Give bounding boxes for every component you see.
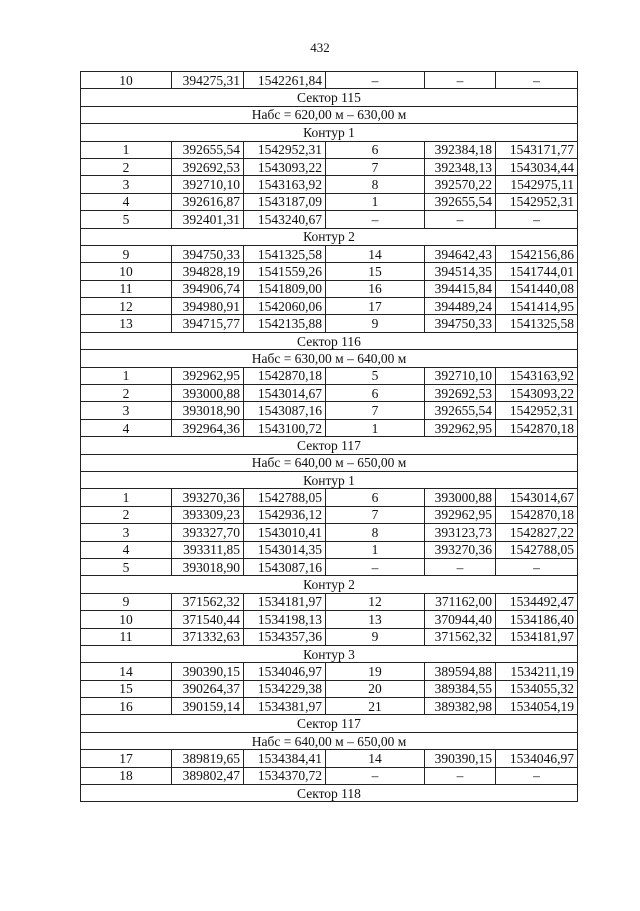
y-coordinate: 1543034,44 xyxy=(496,158,578,175)
y-coordinate: 1543171,77 xyxy=(496,141,578,158)
y-coordinate: 1541325,58 xyxy=(244,245,326,262)
x-coordinate: 394980,91 xyxy=(172,298,244,315)
x-coordinate: 390390,15 xyxy=(172,663,244,680)
y-coordinate: – xyxy=(496,767,578,784)
point-number: – xyxy=(326,558,425,575)
section-heading: Контур 1 xyxy=(81,124,578,141)
section-heading-row xyxy=(81,576,578,593)
x-coordinate: 371332,63 xyxy=(172,628,244,645)
table-row xyxy=(81,524,578,541)
point-number: 20 xyxy=(326,680,425,697)
x-coordinate: 393311,85 xyxy=(172,541,244,558)
table-row xyxy=(81,245,578,262)
point-number: 16 xyxy=(81,698,172,715)
x-coordinate: 393000,88 xyxy=(172,385,244,402)
table-row xyxy=(81,211,578,228)
point-number: 10 xyxy=(81,263,172,280)
table-row xyxy=(81,558,578,575)
point-number: 4 xyxy=(81,419,172,436)
x-coordinate: 393270,36 xyxy=(172,489,244,506)
x-coordinate: 392570,22 xyxy=(425,176,496,193)
section-heading-row xyxy=(81,437,578,454)
point-number: 5 xyxy=(81,211,172,228)
section-heading-row xyxy=(81,350,578,367)
section-heading-row xyxy=(81,715,578,732)
y-coordinate: 1534181,97 xyxy=(496,628,578,645)
table-row xyxy=(81,193,578,210)
y-coordinate: 1543014,67 xyxy=(244,385,326,402)
y-coordinate: 1534186,40 xyxy=(496,611,578,628)
table-row xyxy=(81,176,578,193)
x-coordinate: 393000,88 xyxy=(425,489,496,506)
x-coordinate: 371562,32 xyxy=(425,628,496,645)
table-row xyxy=(81,541,578,558)
point-number: 15 xyxy=(81,680,172,697)
point-number: 11 xyxy=(81,628,172,645)
point-number: 1 xyxy=(326,419,425,436)
table-row xyxy=(81,158,578,175)
x-coordinate: 392710,10 xyxy=(172,176,244,193)
x-coordinate: 394750,33 xyxy=(425,315,496,332)
y-coordinate: 1534384,41 xyxy=(244,750,326,767)
y-coordinate: 1534381,97 xyxy=(244,698,326,715)
y-coordinate: 1543163,92 xyxy=(496,367,578,384)
point-number: 10 xyxy=(81,611,172,628)
point-number: 14 xyxy=(81,663,172,680)
section-heading-row xyxy=(81,732,578,749)
y-coordinate: 1534370,72 xyxy=(244,767,326,784)
x-coordinate: 393327,70 xyxy=(172,524,244,541)
y-coordinate: 1543014,67 xyxy=(496,489,578,506)
y-coordinate: – xyxy=(496,558,578,575)
y-coordinate: 1542975,11 xyxy=(496,176,578,193)
x-coordinate: 393270,36 xyxy=(425,541,496,558)
y-coordinate: 1543087,16 xyxy=(244,402,326,419)
section-heading-row xyxy=(81,645,578,662)
table-row xyxy=(81,593,578,610)
y-coordinate: 1542156,86 xyxy=(496,245,578,262)
y-coordinate: 1542261,84 xyxy=(244,72,326,89)
y-coordinate: 1543087,16 xyxy=(244,558,326,575)
point-number: 1 xyxy=(81,141,172,158)
y-coordinate: 1543093,22 xyxy=(244,158,326,175)
y-coordinate: 1542870,18 xyxy=(496,419,578,436)
section-heading: Набс = 620,00 м – 630,00 м xyxy=(81,106,578,123)
table-row xyxy=(81,663,578,680)
point-number: 9 xyxy=(81,593,172,610)
x-coordinate: 392655,54 xyxy=(425,402,496,419)
point-number: 9 xyxy=(81,245,172,262)
x-coordinate: 371162,00 xyxy=(425,593,496,610)
table-row xyxy=(81,489,578,506)
x-coordinate: 371540,44 xyxy=(172,611,244,628)
point-number: 2 xyxy=(81,385,172,402)
point-number: 6 xyxy=(326,489,425,506)
x-coordinate: 392655,54 xyxy=(425,193,496,210)
point-number: 14 xyxy=(326,245,425,262)
y-coordinate: 1543240,67 xyxy=(244,211,326,228)
x-coordinate: 394715,77 xyxy=(172,315,244,332)
point-number: 8 xyxy=(326,524,425,541)
y-coordinate: 1543100,72 xyxy=(244,419,326,436)
x-coordinate: 389594,88 xyxy=(425,663,496,680)
y-coordinate: 1534492,47 xyxy=(496,593,578,610)
point-number: 1 xyxy=(81,367,172,384)
section-heading-row xyxy=(81,124,578,141)
point-number: 6 xyxy=(326,385,425,402)
section-heading: Набс = 640,00 м – 650,00 м xyxy=(81,732,578,749)
y-coordinate: 1543010,41 xyxy=(244,524,326,541)
x-coordinate: 371562,32 xyxy=(172,593,244,610)
point-number: 10 xyxy=(81,72,172,89)
x-coordinate: 390159,14 xyxy=(172,698,244,715)
section-heading-row xyxy=(81,106,578,123)
point-number: 4 xyxy=(81,193,172,210)
y-coordinate: 1534046,97 xyxy=(244,663,326,680)
point-number: 14 xyxy=(326,750,425,767)
x-coordinate: 393018,90 xyxy=(172,402,244,419)
x-coordinate: 392384,18 xyxy=(425,141,496,158)
point-number: – xyxy=(326,72,425,89)
x-coordinate: 394750,33 xyxy=(172,245,244,262)
point-number: 1 xyxy=(326,193,425,210)
x-coordinate: 394489,24 xyxy=(425,298,496,315)
point-number: 7 xyxy=(326,402,425,419)
point-number: 5 xyxy=(81,558,172,575)
point-number: – xyxy=(326,211,425,228)
x-coordinate: 390264,37 xyxy=(172,680,244,697)
x-coordinate: 392616,87 xyxy=(172,193,244,210)
point-number: 2 xyxy=(81,506,172,523)
x-coordinate: 394415,84 xyxy=(425,280,496,297)
y-coordinate: 1541559,26 xyxy=(244,263,326,280)
point-number: 11 xyxy=(81,280,172,297)
y-coordinate: 1534054,19 xyxy=(496,698,578,715)
y-coordinate: 1542952,31 xyxy=(244,141,326,158)
x-coordinate: 392962,95 xyxy=(172,367,244,384)
x-coordinate: 394642,43 xyxy=(425,245,496,262)
y-coordinate: 1542936,12 xyxy=(244,506,326,523)
x-coordinate: 393018,90 xyxy=(172,558,244,575)
point-number: 15 xyxy=(326,263,425,280)
section-heading-row xyxy=(81,471,578,488)
x-coordinate: – xyxy=(425,558,496,575)
table-row xyxy=(81,141,578,158)
table-row xyxy=(81,419,578,436)
y-coordinate: 1534211,19 xyxy=(496,663,578,680)
y-coordinate: – xyxy=(496,72,578,89)
section-heading: Сектор 117 xyxy=(81,437,578,454)
x-coordinate: 370944,40 xyxy=(425,611,496,628)
point-number: 18 xyxy=(81,767,172,784)
y-coordinate: 1534055,32 xyxy=(496,680,578,697)
x-coordinate: – xyxy=(425,211,496,228)
table-row xyxy=(81,506,578,523)
table-row xyxy=(81,367,578,384)
point-number: 3 xyxy=(81,402,172,419)
section-heading-row xyxy=(81,89,578,106)
point-number: 8 xyxy=(326,176,425,193)
section-heading-row xyxy=(81,785,578,802)
coordinates-table xyxy=(80,71,578,802)
x-coordinate: 392692,53 xyxy=(425,385,496,402)
x-coordinate: 394275,31 xyxy=(172,72,244,89)
table-row xyxy=(81,72,578,89)
y-coordinate: 1542870,18 xyxy=(496,506,578,523)
x-coordinate: 390390,15 xyxy=(425,750,496,767)
point-number: 12 xyxy=(81,298,172,315)
table-row xyxy=(81,767,578,784)
table-row xyxy=(81,385,578,402)
y-coordinate: 1534046,97 xyxy=(496,750,578,767)
point-number: 13 xyxy=(326,611,425,628)
point-number: 4 xyxy=(81,541,172,558)
section-heading: Контур 2 xyxy=(81,228,578,245)
x-coordinate: – xyxy=(425,767,496,784)
y-coordinate: 1534229,38 xyxy=(244,680,326,697)
section-heading-row xyxy=(81,332,578,349)
y-coordinate: 1542788,05 xyxy=(496,541,578,558)
point-number: 17 xyxy=(326,298,425,315)
point-number: 12 xyxy=(326,593,425,610)
x-coordinate: 389382,98 xyxy=(425,698,496,715)
point-number: 16 xyxy=(326,280,425,297)
section-heading-row xyxy=(81,228,578,245)
x-coordinate: – xyxy=(425,72,496,89)
point-number: – xyxy=(326,767,425,784)
y-coordinate: 1534181,97 xyxy=(244,593,326,610)
table-row xyxy=(81,698,578,715)
table-row xyxy=(81,750,578,767)
section-heading-row xyxy=(81,454,578,471)
y-coordinate: 1541744,01 xyxy=(496,263,578,280)
table-row xyxy=(81,628,578,645)
y-coordinate: 1534198,13 xyxy=(244,611,326,628)
y-coordinate: 1541440,08 xyxy=(496,280,578,297)
section-heading: Контур 2 xyxy=(81,576,578,593)
section-heading: Контур 1 xyxy=(81,471,578,488)
x-coordinate: 394828,19 xyxy=(172,263,244,280)
point-number: 1 xyxy=(81,489,172,506)
x-coordinate: 392655,54 xyxy=(172,141,244,158)
x-coordinate: 392710,10 xyxy=(425,367,496,384)
x-coordinate: 392401,31 xyxy=(172,211,244,228)
x-coordinate: 394906,74 xyxy=(172,280,244,297)
point-number: 3 xyxy=(81,176,172,193)
section-heading: Сектор 118 xyxy=(81,785,578,802)
y-coordinate: 1542788,05 xyxy=(244,489,326,506)
table-row xyxy=(81,402,578,419)
point-number: 6 xyxy=(326,141,425,158)
x-coordinate: 392962,95 xyxy=(425,419,496,436)
point-number: 21 xyxy=(326,698,425,715)
y-coordinate: 1542952,31 xyxy=(496,402,578,419)
point-number: 17 xyxy=(81,750,172,767)
x-coordinate: 393123,73 xyxy=(425,524,496,541)
coordinates-table-body xyxy=(81,72,578,802)
x-coordinate: 389384,55 xyxy=(425,680,496,697)
page-number: 432 xyxy=(310,40,330,55)
y-coordinate: 1542870,18 xyxy=(244,367,326,384)
y-coordinate: – xyxy=(496,211,578,228)
section-heading: Сектор 115 xyxy=(81,89,578,106)
x-coordinate: 392964,36 xyxy=(172,419,244,436)
section-heading: Набс = 640,00 м – 650,00 м xyxy=(81,454,578,471)
point-number: 9 xyxy=(326,315,425,332)
x-coordinate: 389819,65 xyxy=(172,750,244,767)
point-number: 1 xyxy=(326,541,425,558)
x-coordinate: 392962,95 xyxy=(425,506,496,523)
x-coordinate: 392348,13 xyxy=(425,158,496,175)
point-number: 19 xyxy=(326,663,425,680)
section-heading: Набс = 630,00 м – 640,00 м xyxy=(81,350,578,367)
point-number: 3 xyxy=(81,524,172,541)
table-row xyxy=(81,298,578,315)
y-coordinate: 1534357,36 xyxy=(244,628,326,645)
section-heading: Контур 3 xyxy=(81,645,578,662)
y-coordinate: 1543014,35 xyxy=(244,541,326,558)
y-coordinate: 1542135,88 xyxy=(244,315,326,332)
point-number: 7 xyxy=(326,158,425,175)
point-number: 2 xyxy=(81,158,172,175)
point-number: 7 xyxy=(326,506,425,523)
table-row xyxy=(81,680,578,697)
point-number: 13 xyxy=(81,315,172,332)
y-coordinate: 1542060,06 xyxy=(244,298,326,315)
x-coordinate: 393309,23 xyxy=(172,506,244,523)
y-coordinate: 1542952,31 xyxy=(496,193,578,210)
y-coordinate: 1543187,09 xyxy=(244,193,326,210)
table-row xyxy=(81,315,578,332)
point-number: 5 xyxy=(326,367,425,384)
x-coordinate: 394514,35 xyxy=(425,263,496,280)
y-coordinate: 1541325,58 xyxy=(496,315,578,332)
y-coordinate: 1541414,95 xyxy=(496,298,578,315)
table-row xyxy=(81,263,578,280)
table-row xyxy=(81,280,578,297)
y-coordinate: 1541809,00 xyxy=(244,280,326,297)
y-coordinate: 1543093,22 xyxy=(496,385,578,402)
x-coordinate: 389802,47 xyxy=(172,767,244,784)
section-heading: Сектор 116 xyxy=(81,332,578,349)
y-coordinate: 1543163,92 xyxy=(244,176,326,193)
point-number: 9 xyxy=(326,628,425,645)
section-heading: Сектор 117 xyxy=(81,715,578,732)
table-row xyxy=(81,611,578,628)
y-coordinate: 1542827,22 xyxy=(496,524,578,541)
x-coordinate: 392692,53 xyxy=(172,158,244,175)
